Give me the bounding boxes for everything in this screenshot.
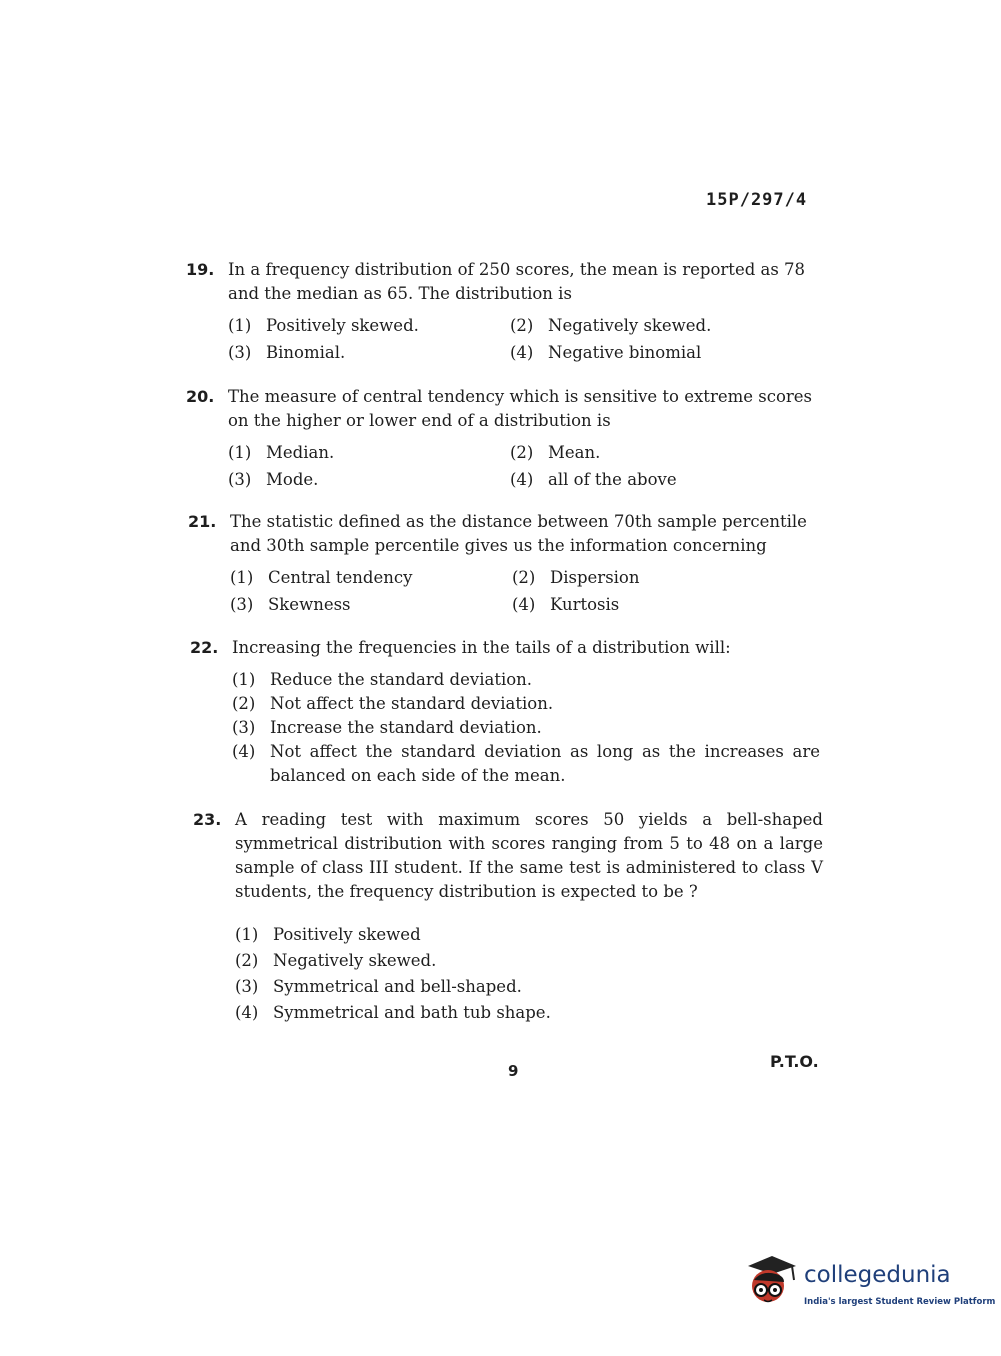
- option-1: (1) Median.: [228, 443, 335, 462]
- option-4: (4) Kurtosis: [512, 595, 620, 614]
- question-number: 19.: [186, 260, 215, 279]
- options: [228, 441, 816, 492]
- question-text: The statistic defined as the distance between 70th sample percentile and 30th sample percentile gives us the information concerning: [230, 512, 807, 555]
- option-1: (1) Positively skewed.: [228, 316, 419, 335]
- question-number: 22.: [190, 638, 219, 657]
- option-4: (4) Negative binomial: [510, 343, 702, 362]
- question-number: 23.: [193, 810, 222, 829]
- page-number: 9: [508, 1062, 519, 1080]
- option-1: (1) Reduce the standard deviation.: [232, 670, 533, 689]
- brand-tagline: India's largest Student Review Platform: [804, 1297, 996, 1307]
- option-2: (2) Mean.: [510, 443, 601, 462]
- question-19: [186, 258, 816, 365]
- option-4: (4) Symmetrical and bath tub shape.: [235, 1003, 551, 1022]
- options: [230, 566, 818, 617]
- pto-label: P.T.O.: [770, 1052, 819, 1071]
- question-number: 20.: [186, 387, 215, 406]
- question-23: [193, 808, 823, 1026]
- options: [228, 314, 816, 365]
- option-3: (3) Increase the standard deviation.: [232, 718, 542, 737]
- option-3: (3) Skewness: [230, 595, 351, 614]
- question-text: The measure of central tendency which is sensitive to extreme scores on the higher or lower end of a distribution is: [228, 387, 813, 430]
- question-21: [188, 510, 818, 617]
- option-2: (2) Not affect the standard deviation.: [232, 694, 554, 713]
- question-text: Increasing the frequencies in the tails of a distribution will:: [232, 638, 731, 657]
- option-2: (2) Negatively skewed.: [235, 951, 437, 970]
- collegedunia-logo: [742, 1252, 996, 1318]
- question-text: In a frequency distribution of 250 scores, the mean is reported as 78 and the median as 65. The distribution is: [228, 260, 806, 303]
- mascot-icon: [742, 1252, 802, 1312]
- option-1: (1) Central tendency: [230, 568, 413, 587]
- option-2: (2) Negatively skewed.: [510, 316, 712, 335]
- question-20: [186, 385, 816, 492]
- question-number: 21.: [188, 512, 217, 531]
- option-1: (1) Positively skewed: [235, 925, 421, 944]
- option-4: (4) Not affect the standard deviation as long as the increases are balanced on each side of the mean.: [232, 742, 820, 785]
- options: [232, 668, 820, 788]
- option-3: (3) Binomial.: [228, 343, 346, 362]
- brand-name: collegedunia: [804, 1262, 951, 1288]
- option-3: (3) Symmetrical and bell-shaped.: [235, 977, 522, 996]
- paper-code: 15P/297/4: [706, 190, 808, 210]
- option-4: (4) all of the above: [510, 470, 677, 489]
- option-3: (3) Mode.: [228, 470, 319, 489]
- options: [235, 922, 823, 1026]
- option-2: (2) Dispersion: [512, 568, 640, 587]
- question-22: [190, 636, 820, 788]
- question-text: A reading test with maximum scores 50 yields a bell-shaped symmetrical distribution with scores ranging from 5 to 48 on a large sample of class III student. If the same test is administered to class V students, the frequency distribution is expected to be ?: [235, 810, 823, 901]
